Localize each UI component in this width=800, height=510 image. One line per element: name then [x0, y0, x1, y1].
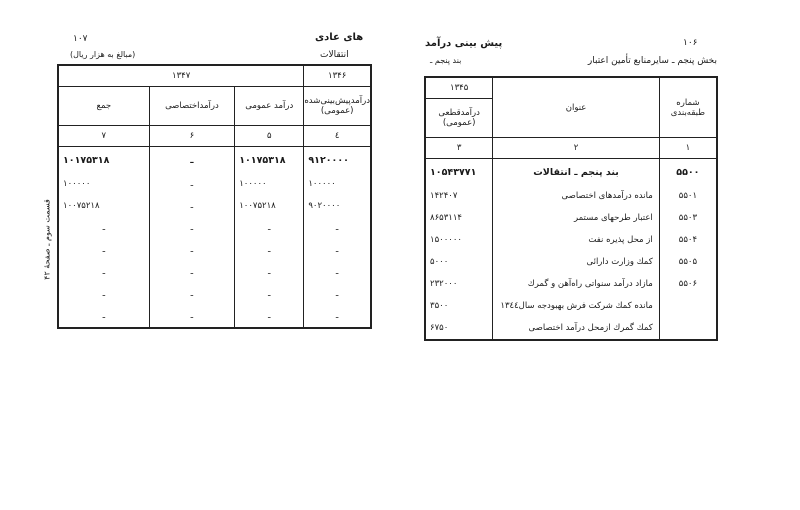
header-title: عنوان — [493, 77, 659, 138]
cell-value: ـ — [149, 195, 235, 217]
cell-value: ۱۵۰۰۰۰۰ — [425, 229, 493, 251]
cell-value: ـ — [304, 305, 371, 328]
table-row — [425, 185, 717, 207]
table-row — [58, 261, 371, 283]
total-code: ۵۵۰۰ — [659, 159, 717, 186]
cell-value: ـ — [149, 305, 235, 328]
cell-value: ـ — [304, 217, 371, 239]
cell-value: ـ — [235, 283, 304, 305]
col-number: ۲ — [493, 138, 659, 159]
col-number: ٤ — [304, 126, 371, 147]
total-value: ۱۰۱۷۵۳۱۸ — [235, 147, 304, 174]
cell-title: مانده درآمدهای اختصاصی — [493, 185, 659, 207]
table-row — [58, 283, 371, 305]
cell-value: ۲۳۲۰۰۰ — [425, 273, 493, 295]
total-row — [425, 159, 717, 186]
total-row — [58, 147, 371, 174]
cell-code: ۵۵۰۶ — [659, 273, 717, 295]
page-title-right: پیش بینی درآمد — [425, 38, 503, 49]
page-subtitle-left: انتقالات — [320, 50, 349, 60]
cell-value: ـ — [235, 217, 304, 239]
cell-value: ـ — [58, 261, 149, 283]
cell-value: ۱۰۰۷۵۲۱۸ — [58, 195, 149, 217]
cell-code — [659, 317, 717, 340]
header-forecast: درآمدپیش‌بینی‌شده (عمومی) — [304, 87, 371, 126]
table-row — [425, 317, 717, 340]
table-row — [58, 195, 371, 217]
cell-value: ـ — [58, 217, 149, 239]
cell-code: ۵۵۰۴ — [659, 229, 717, 251]
cell-value: ۵۰۰۰ — [425, 251, 493, 273]
cell-value: ۸۶۵۳۱۱۴ — [425, 207, 493, 229]
col-number: ۵ — [235, 126, 304, 147]
cell-value: ـ — [149, 261, 235, 283]
cell-value: ـ — [304, 261, 371, 283]
table-row — [425, 295, 717, 317]
units-note: (مبالغ به هزار ریال) — [70, 50, 136, 59]
total-value: ـ — [149, 147, 235, 174]
header-year-1347: ۱۳۴۷ — [58, 65, 304, 87]
cell-code: ۵۵۰۱ — [659, 185, 717, 207]
cell-value: ۶۷۵۰ — [425, 317, 493, 340]
revenue-table-left — [57, 64, 372, 329]
page-title-left: های عادی — [315, 32, 364, 43]
cell-title: مانده کمك شرکت فرش بهبودجه سال۱۳٤٤ — [493, 295, 659, 317]
cell-value: ـ — [58, 283, 149, 305]
cell-title: مازاد درآمد سنواتی راه‌آهن و گمرك — [493, 273, 659, 295]
cell-value: ۱۰۰۰۰۰ — [58, 173, 149, 195]
header-general: درآمد عمومی — [235, 87, 304, 126]
cell-value: ـ — [149, 217, 235, 239]
side-note: قسمت سوم ـ صفحهٔ ۴۲ — [42, 199, 52, 280]
total-title: بند پنجم ـ انتقالات — [493, 159, 659, 186]
header-total: جمع — [58, 87, 149, 126]
col-number: ۷ — [58, 126, 149, 147]
cell-value: ۱۴۲۴۰۷ — [425, 185, 493, 207]
col-number: ۱ — [659, 138, 717, 159]
col-number: ۶ — [149, 126, 235, 147]
cell-value: ۱۰۰۷۵۲۱۸ — [235, 195, 304, 217]
table-row — [425, 251, 717, 273]
cell-title: اعتبار طرحهای مستمر — [493, 207, 659, 229]
cell-value: ۹۰۲۰۰۰۰ — [304, 195, 371, 217]
cell-value: ـ — [304, 283, 371, 305]
table-row — [425, 273, 717, 295]
cell-value: ۱۰۰۰۰۰ — [304, 173, 371, 195]
cell-value: ـ — [58, 305, 149, 328]
header-year: ۱۳۴۵ — [425, 77, 493, 99]
cell-value: ـ — [149, 173, 235, 195]
cell-title: کمك گمرك ازمحل درآمد اختصاصی — [493, 317, 659, 340]
header-value: درآمدقطعی (عمومی) — [425, 99, 493, 138]
cell-value: ـ — [149, 239, 235, 261]
table-row — [58, 173, 371, 195]
cell-value: ۳۵۰۰ — [425, 295, 493, 317]
subsection-heading: بند پنجم ـ — [430, 56, 462, 65]
table-row — [58, 305, 371, 328]
col-number: ۳ — [425, 138, 493, 159]
table-row — [58, 239, 371, 261]
cell-value: ـ — [58, 239, 149, 261]
table-row — [425, 207, 717, 229]
cell-code: ۵۵۰۳ — [659, 207, 717, 229]
cell-title: کمك وزارت دارائی — [493, 251, 659, 273]
cell-title: از محل پذیره نفت — [493, 229, 659, 251]
revenue-table-right — [424, 76, 718, 341]
total-value: ۱۰۵۴۳۷۷۱ — [425, 159, 493, 186]
total-value: ۱۰۱۷۵۳۱۸ — [58, 147, 149, 174]
header-year-1346: ۱۳۴۶ — [304, 65, 371, 87]
cell-code: ۵۵۰۵ — [659, 251, 717, 273]
page-number-right: ۱۰۶ — [683, 38, 698, 48]
cell-code — [659, 295, 717, 317]
cell-value: ۱۰۰۰۰۰ — [235, 173, 304, 195]
table-row — [58, 217, 371, 239]
total-value: ۹۱۲۰۰۰۰ — [304, 147, 371, 174]
header-dedicated: درآمداختصاصی — [149, 87, 235, 126]
cell-value: ـ — [304, 239, 371, 261]
cell-value: ـ — [235, 305, 304, 328]
page-number-left: ۱۰۷ — [73, 34, 88, 44]
table-row — [425, 229, 717, 251]
cell-value: ـ — [235, 239, 304, 261]
header-code: شماره طبقه‌بندی — [659, 77, 717, 138]
cell-value: ـ — [235, 261, 304, 283]
section-heading: بخش پنجم ـ سایرمنابع تأمین اعتبار — [587, 56, 717, 66]
cell-value: ـ — [149, 283, 235, 305]
